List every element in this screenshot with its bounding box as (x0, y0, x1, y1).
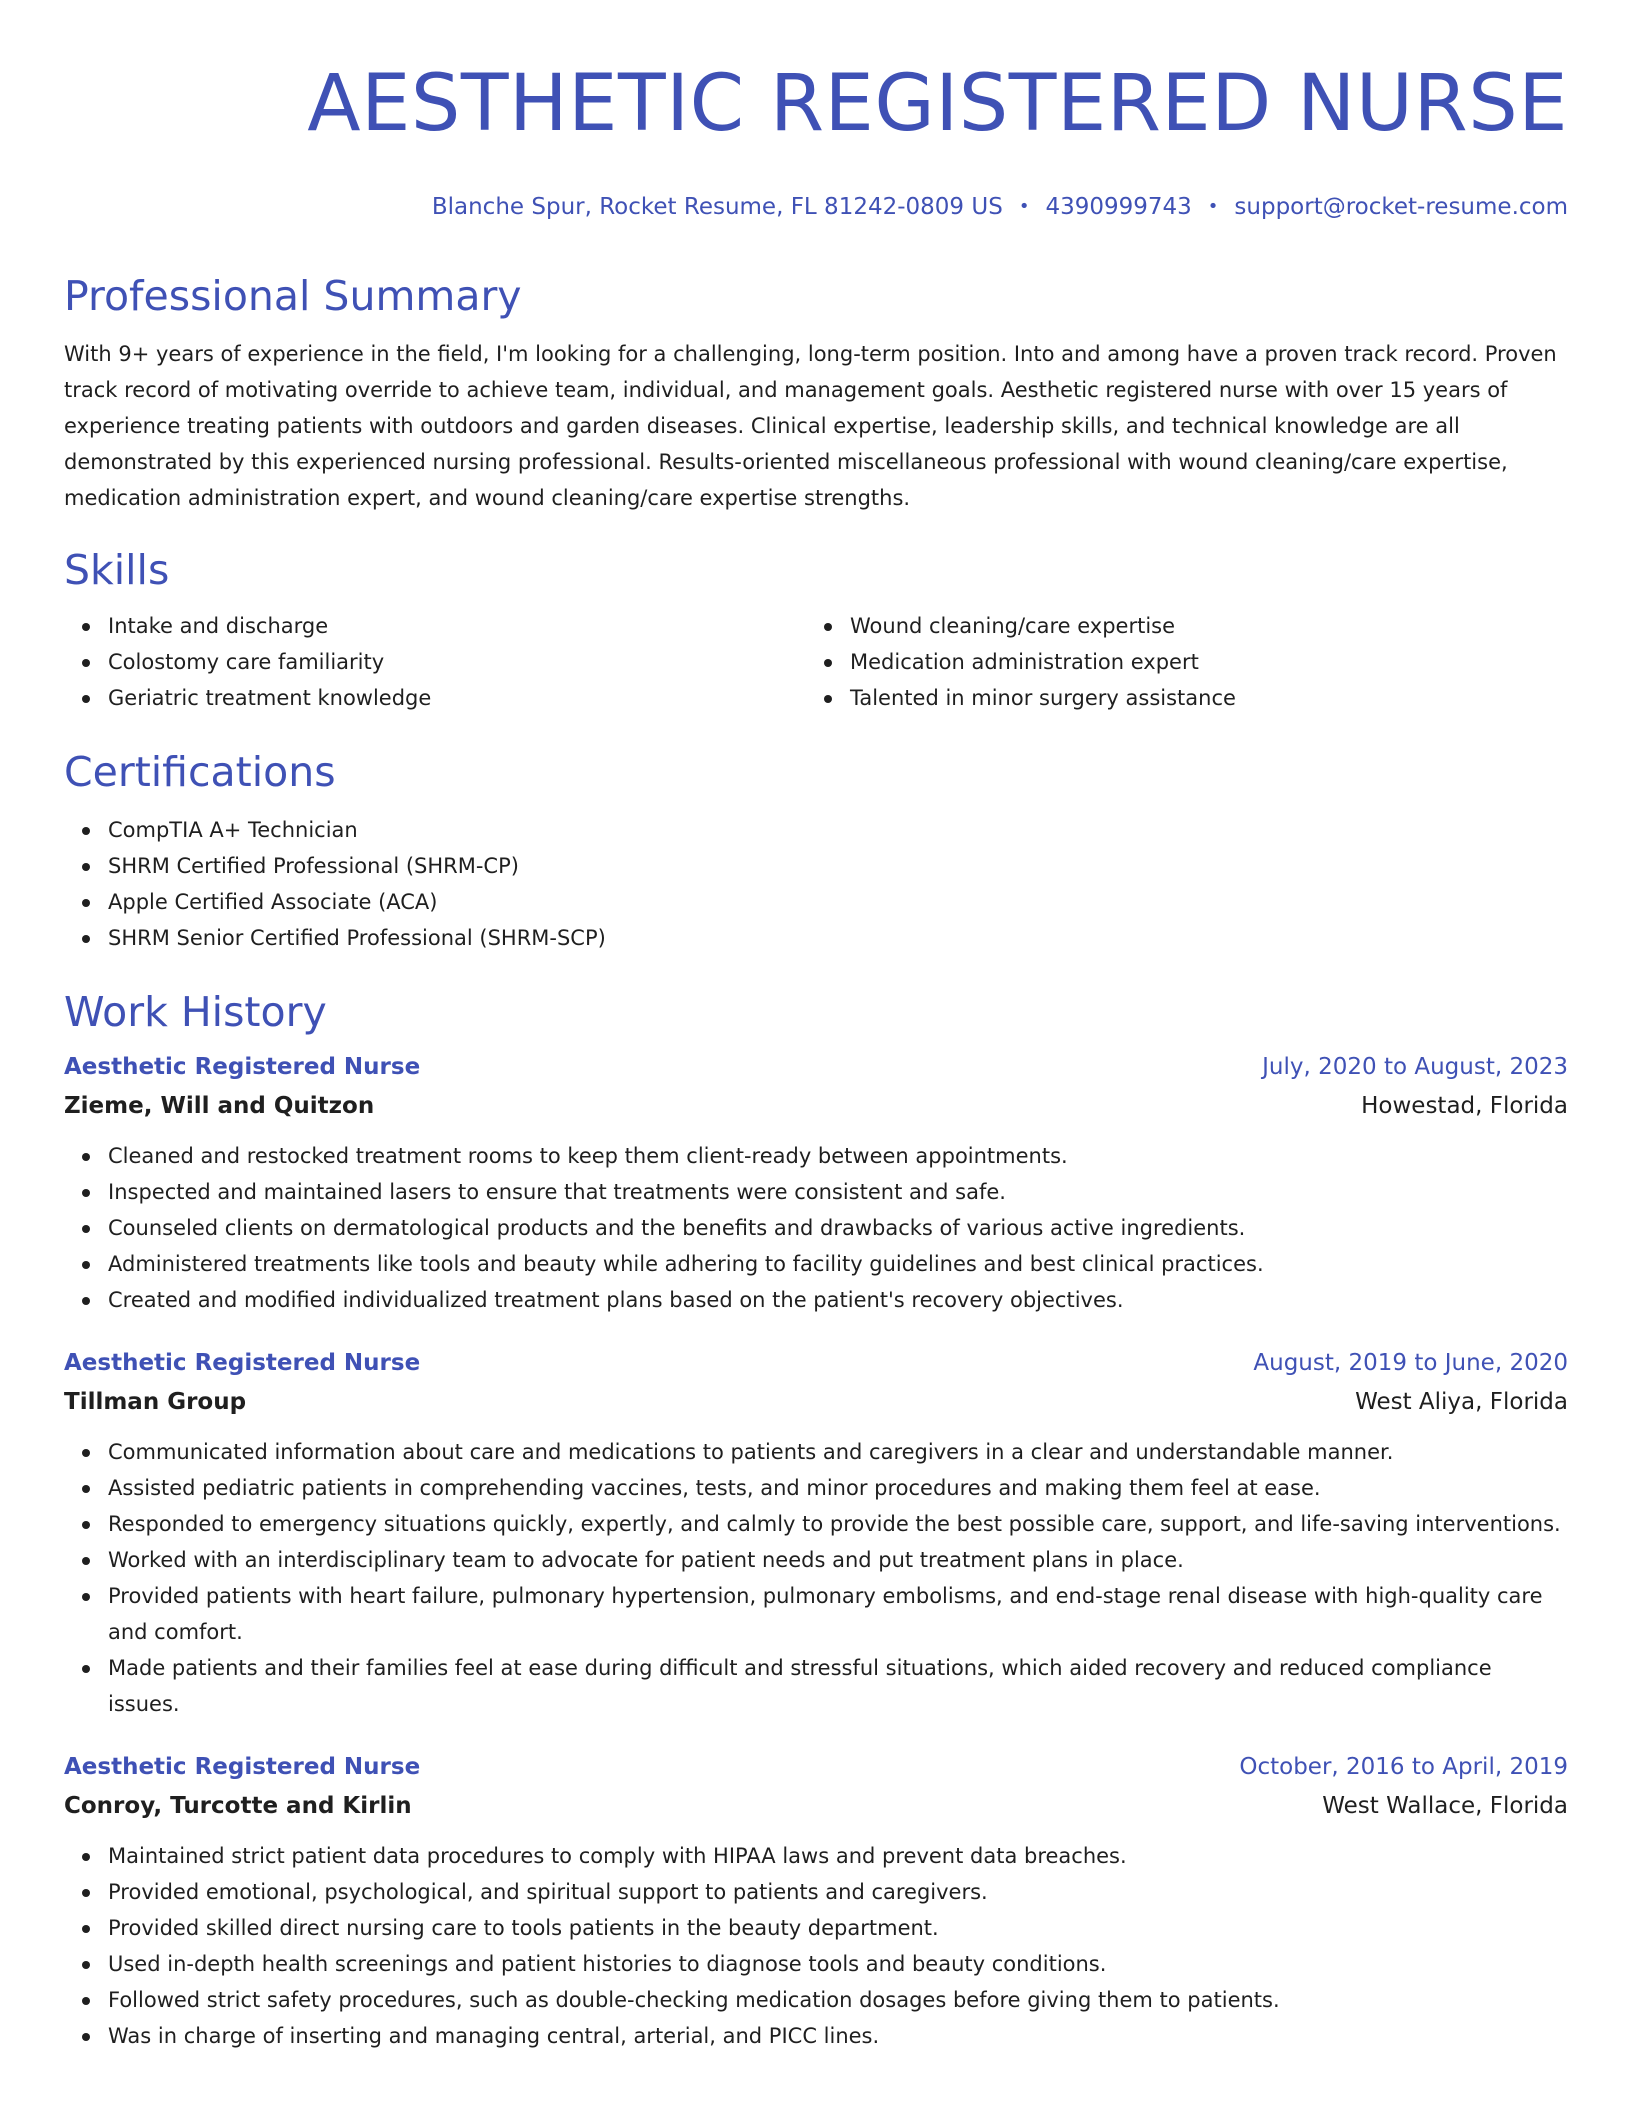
job-duty: Followed strict safety procedures, such as double-checking medication dosages before giving them to patients. (108, 1982, 1568, 2018)
skills-right-column (806, 608, 1548, 716)
resume-title: AESTHETIC REGISTERED NURSE (307, 59, 1568, 149)
job-entry (64, 1344, 1568, 1722)
job-header-row (64, 1748, 1568, 1786)
job-duty: Administered treatments like tools and beauty while adhering to facility guidelines and best clinical practices. (108, 1246, 1568, 1282)
job-entry (64, 1748, 1568, 2054)
skill-item: Intake and discharge (108, 608, 806, 644)
job-entry (64, 1048, 1568, 1318)
certification-item: Apple Certified Associate (ACA) (108, 884, 1568, 920)
job-duty: Made patients and their families feel at ease during difficult and stressful situations, which aided recovery and reduced compliance issues. (108, 1650, 1568, 1722)
job-title: Aesthetic Registered Nurse (64, 1054, 421, 1080)
certifications-list (64, 812, 1568, 956)
job-location: West Wallace, Florida (1322, 1793, 1568, 1819)
skills-heading: Skills (64, 546, 170, 594)
summary-text: With 9+ years of experience in the field, I'm looking for a challenging, long-term position. Into and among have a proven track record. Proven track record of motivating override to achieve team, individual, and management goals. Aesthetic registered nurse with over 15 years of experience treating patients with outdoors and garden diseases. Clinical expertise, leadership skills, and technical knowledge are all demonstrated by this experienced nursing professional. Results-oriented miscellaneous professional with wound cleaning/care expertise, medication administration expert, and wound cleaning/care expertise strengths. (64, 342, 1557, 510)
job-company-row (64, 1786, 1568, 1826)
contact-email: support@rocket-resume.com (1234, 194, 1568, 220)
certifications-heading: Certifications (64, 748, 336, 796)
skills-section (64, 544, 1568, 716)
job-duty: Assisted pediatric patients in comprehending vaccines, tests, and minor procedures and making them feel at ease. (108, 1470, 1568, 1506)
job-duty: Provided patients with heart failure, pulmonary hypertension, pulmonary embolisms, and end-stage renal disease with high-quality care and comfort. (108, 1578, 1568, 1650)
contact-phone: 4390999743 (1045, 194, 1192, 220)
work-history-section (64, 986, 1568, 2054)
contact-line (64, 192, 1568, 222)
job-company-row (64, 1382, 1568, 1422)
job-duty: Inspected and maintained lasers to ensure that treatments were consistent and safe. (108, 1174, 1568, 1210)
work-history-heading: Work History (64, 988, 327, 1036)
job-duty: Worked with an interdisciplinary team to advocate for patient needs and put treatment plans in place. (108, 1542, 1568, 1578)
job-company-row (64, 1086, 1568, 1126)
job-duty: Was in charge of inserting and managing central, arterial, and PICC lines. (108, 2018, 1568, 2054)
job-duties-list (64, 1138, 1568, 1318)
certifications-section (64, 746, 1568, 956)
skills-grid (64, 608, 1568, 716)
job-dates: July, 2020 to August, 2023 (1262, 1054, 1568, 1080)
job-company: Zieme, Will and Quitzon (64, 1093, 375, 1119)
job-location: Howestad, Florida (1361, 1093, 1568, 1119)
skill-item: Colostomy care familiarity (108, 644, 806, 680)
job-title: Aesthetic Registered Nurse (64, 1350, 421, 1376)
certification-item: SHRM Senior Certified Professional (SHRM-SCP) (108, 920, 1568, 956)
job-duties-list (64, 1434, 1568, 1722)
certification-item: CompTIA A+ Technician (108, 812, 1568, 848)
job-company: Conroy, Turcotte and Kirlin (64, 1793, 412, 1819)
job-dates: October, 2016 to April, 2019 (1239, 1754, 1568, 1780)
job-header-row (64, 1344, 1568, 1382)
contact-address: Blanche Spur, Rocket Resume, FL 81242-0809 US (431, 194, 1003, 220)
job-duty: Counseled clients on dermatological products and the benefits and drawbacks of various active ingredients. (108, 1210, 1568, 1246)
skill-item: Talented in minor surgery assistance (850, 680, 1548, 716)
skills-left-column (64, 608, 806, 716)
job-header-row (64, 1048, 1568, 1086)
job-duty: Maintained strict patient data procedures to comply with HIPAA laws and prevent data breaches. (108, 1838, 1568, 1874)
job-duty: Responded to emergency situations quickly, expertly, and calmly to provide the best possible care, support, and life-saving interventions. (108, 1506, 1568, 1542)
job-dates: August, 2019 to June, 2020 (1253, 1350, 1568, 1376)
job-duties-list (64, 1838, 1568, 2054)
job-duty: Created and modified individualized treatment plans based on the patient's recovery objectives. (108, 1282, 1568, 1318)
job-duty: Used in-depth health screenings and patient histories to diagnose tools and beauty conditions. (108, 1946, 1568, 1982)
skill-item: Medication administration expert (850, 644, 1548, 680)
job-duty: Cleaned and restocked treatment rooms to keep them client-ready between appointments. (108, 1138, 1568, 1174)
job-title: Aesthetic Registered Nurse (64, 1754, 421, 1780)
skill-item: Geriatric treatment knowledge (108, 680, 806, 716)
summary-heading: Professional Summary (64, 272, 522, 320)
contact-separator: • (1018, 196, 1030, 217)
certification-item: SHRM Certified Professional (SHRM-CP) (108, 848, 1568, 884)
summary-section (64, 270, 1568, 516)
job-duty: Communicated information about care and medications to patients and caregivers in a clear and understandable manner. (108, 1434, 1568, 1470)
contact-separator: • (1207, 196, 1219, 217)
job-location: West Aliya, Florida (1355, 1389, 1568, 1415)
skill-item: Wound cleaning/care expertise (850, 608, 1548, 644)
job-duty: Provided emotional, psychological, and spiritual support to patients and caregivers. (108, 1874, 1568, 1910)
job-company: Tillman Group (64, 1389, 247, 1415)
job-duty: Provided skilled direct nursing care to tools patients in the beauty department. (108, 1910, 1568, 1946)
